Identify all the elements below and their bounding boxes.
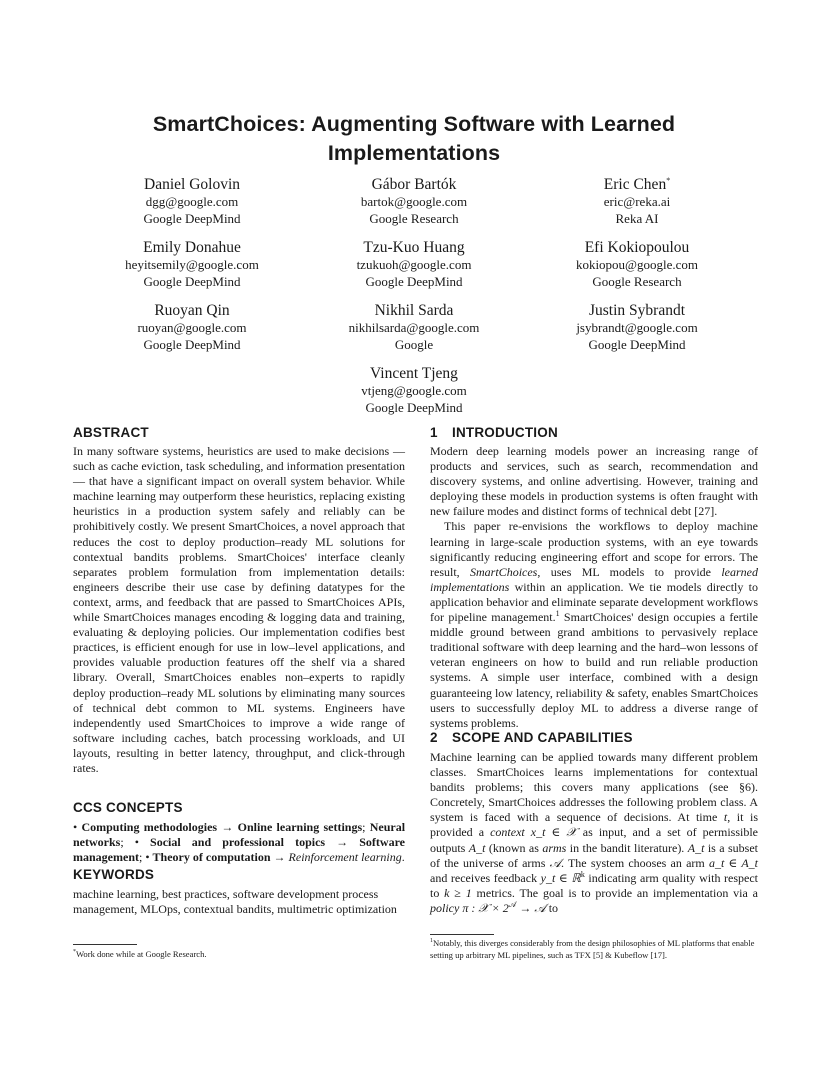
intro-paragraph-1: Modern deep learning models power an increasing range of products and services, such as search, recommendation and discovery systems, and online advertising. However, training and deploying these models in production systems is often fraught with new failure modes and distinct forms of technical debt [27]. <box>430 444 758 519</box>
author-email[interactable]: ruoyan@google.com <box>137 320 247 335</box>
scope-body <box>430 750 758 916</box>
author-affiliation: Google DeepMind <box>143 210 241 226</box>
author-footnote-marker: * <box>666 175 671 185</box>
author-affiliation: Google DeepMind <box>365 273 463 289</box>
author-name: Eric Chen* <box>603 175 671 193</box>
author-block <box>299 175 529 227</box>
author-block <box>77 175 307 227</box>
author-affiliation: Reka AI <box>615 210 659 226</box>
author-affiliation: Google DeepMind <box>143 273 241 289</box>
author-name: Nikhil Sarda <box>374 302 454 319</box>
author-email[interactable]: dgg@google.com <box>145 194 239 209</box>
ccs-body <box>73 820 405 865</box>
intro-paragraph-2: This paper re-envisions the workflows to deploy machine learning in large-scale production systems, with an eye towards significantly reducing engineering effort and scope for errors. The result, SmartChoices, uses ML models to provide learned implementations within an application. We tie models directly to application behavior and eliminate separate development workflows for pipeline management.$^1$ SmartChoices' design occupies a fertile middle ground between grand ambitions to pervasively replace traditional software with deep learning and the hard–won lessons of veteran engineers on how to build and run reliable production systems. A simple user interface, combined with a design guaranteeing low latency, reliability & safety, enables SmartChoices users to successfully deploy ML to address a diverse range of systems problems. <box>430 519 759 730</box>
paper-title: SmartChoices: Augmenting Software with Learned Implementations <box>152 112 676 165</box>
scope-paragraph: Machine learning can be applied towards many different problem classes. SmartChoices learns implementations for contextual bandits problems; this covers many applications (see §6). Concretely, SmartChoices addresses the following problem class. A system is faced with a sequence of decisions. At time t, it is provided a context x_t ∈ 𝒳 as input, and a set of permissible outputs A_t (known as arms in the bandit literature). A_t is a subset of the universe of arms 𝒜. The system chooses an arm a_t ∈ A_t and receives feedback y_t ∈ ℝ$^k$ indicating arm quality with respect to k ≥ 1 metrics. The goal is to provide an implementation via a policy π : 𝒳 × $2^𝒜$ → 𝒜 to <box>430 750 759 915</box>
author-block <box>77 301 307 353</box>
keywords-text: machine learning, best practices, software development process management, MLOps, contextual bandits, multimetric optimization <box>73 887 397 917</box>
author-name: Daniel Golovin <box>144 176 240 193</box>
author-affiliation: Google DeepMind <box>143 336 241 352</box>
ccs-heading: CCS CONCEPTS <box>73 800 183 815</box>
section-number: 2 <box>430 730 438 745</box>
footnote-rule <box>430 934 494 935</box>
keywords-body <box>73 887 405 917</box>
abstract-body <box>73 444 405 776</box>
keywords-heading: KEYWORDS <box>73 867 155 882</box>
footnote-marker[interactable]: 1 <box>555 609 560 619</box>
footnote-left: *Work done while at Google Research. <box>73 949 207 959</box>
author-email[interactable]: eric@reka.ai <box>603 194 671 209</box>
author-email[interactable]: nikhilsarda@google.com <box>348 320 480 335</box>
author-block <box>299 364 529 416</box>
author-email[interactable]: kokiopou@google.com <box>575 257 699 272</box>
author-name: Gábor Bartók <box>371 176 457 193</box>
author-block <box>522 175 752 227</box>
author-email[interactable]: tzukuoh@google.com <box>356 257 472 272</box>
author-email[interactable]: bartok@google.com <box>360 194 468 209</box>
author-name: Vincent Tjeng <box>370 365 458 382</box>
author-email[interactable]: jsybrandt@google.com <box>576 320 698 335</box>
ccs-concepts-text: • Computing methodologies → Online learning settings; Neural networks; • Social and professional topics → Software management; • Theory of computation → Reinforcement learning. <box>73 820 406 865</box>
author-block <box>299 301 529 353</box>
author-affiliation: Google Research <box>369 210 459 226</box>
author-name: Justin Sybrandt <box>588 302 686 319</box>
author-email[interactable]: vtjeng@google.com <box>361 383 467 398</box>
author-block <box>299 238 529 290</box>
author-block <box>522 301 752 353</box>
author-affiliation: Google DeepMind <box>365 399 463 415</box>
author-block <box>522 238 752 290</box>
abstract-text: In many software systems, heuristics are used to make decisions — such as cache eviction, task scheduling, and information presentation — that have a significant impact on overall system behavior. While machine learning may outperform these heuristics, replacing existing heuristics in a production system safely and reliably can be prohibitively costly. We present SmartChoices, a novel approach that reduces the cost to deploy production–ready ML solutions for contextual bandits problems. SmartChoices' interface cleanly separates problem formulation from implementation details: engineers describe their use case by defining datatypes for the context, arms, and feedback that are passed to SmartChoices APIs, while SmartChoices manages encoding & logging data and training, evaluating & deploying policies. Our implementation codifies best practices, is efficient enough for use in low–level applications, and provides valuable production features off the shelf via a shared library. Overall, SmartChoices enables non–experts to rapidly deploy production–ready ML solutions by eliminating many sources of technical debt common to ML systems. Engineers have independently used SmartChoices to improve a wide range of software including caches, batch processing workloads, and UI layouts, resulting in better latency, throughput, and click-through rates. <box>73 444 405 775</box>
author-name: Ruoyan Qin <box>154 302 230 319</box>
author-block <box>77 238 307 290</box>
author-name: Emily Donahue <box>143 239 241 256</box>
scope-heading: 2 SCOPE AND CAPABILITIES <box>430 730 633 745</box>
footnote-right: $^1$Notably, this diverges considerably from the design philosophies of ML platforms that enable setting up arbitrary ML pipelines, such as TFX [5] & Kubeflow [17]. <box>430 938 755 960</box>
footnote-rule <box>73 944 137 945</box>
author-affiliation: Google Research <box>592 273 682 289</box>
author-name: Tzu-Kuo Huang <box>363 239 465 256</box>
abstract-heading: ABSTRACT <box>73 425 149 440</box>
introduction-heading: 1 INTRODUCTION <box>430 425 558 440</box>
section-number: 1 <box>430 425 438 440</box>
author-affiliation: Google DeepMind <box>588 336 686 352</box>
author-name: Efi Kokiopoulou <box>584 239 690 256</box>
author-affiliation: Google <box>394 336 434 352</box>
author-email[interactable]: heyitsemily@google.com <box>125 257 259 272</box>
introduction-body <box>430 444 758 731</box>
